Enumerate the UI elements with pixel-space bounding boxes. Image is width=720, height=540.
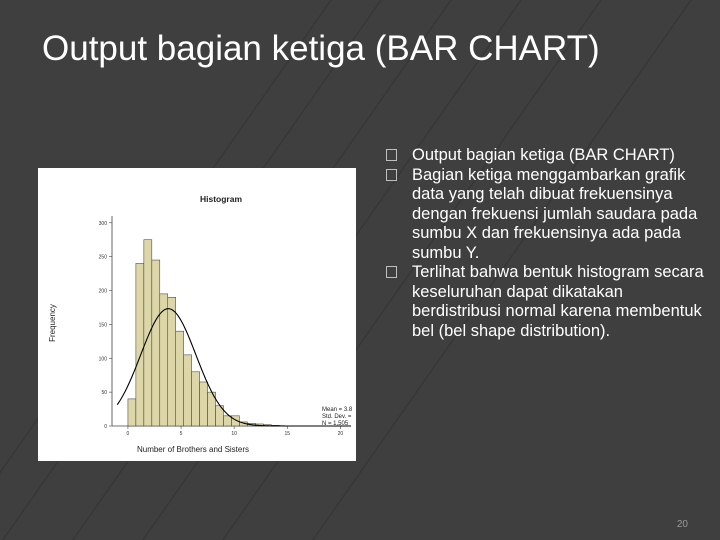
stat-n: N = 1,505 [322, 421, 349, 427]
bullet-item [386, 146, 706, 166]
square-bullet-icon [386, 169, 397, 181]
x-tick-label: 0 [126, 431, 130, 437]
histogram-bar [176, 331, 184, 426]
histogram-bar [160, 294, 168, 426]
stat-std: Std. Dev. = [322, 414, 352, 420]
square-bullet-icon [386, 266, 397, 278]
y-tick-label: 150 [98, 322, 107, 329]
square-bullet-icon [386, 149, 397, 161]
slide-title: Output bagian ketiga (BAR CHART) [42, 29, 600, 68]
y-axis-label: Frequency [48, 304, 57, 342]
histogram-bar [200, 382, 208, 426]
x-tick-label: 5 [179, 431, 183, 437]
histogram-bar [128, 399, 136, 426]
histogram-bar [224, 416, 232, 426]
histogram-bar [192, 372, 200, 426]
bullet-text: Output bagian ketiga (BAR CHART) [412, 146, 675, 164]
y-tick-label: 300 [98, 220, 107, 227]
bullet-list [386, 146, 706, 341]
x-tick-label: 20 [337, 431, 344, 437]
y-tick-label: 250 [98, 254, 107, 261]
bullet-item [386, 263, 706, 341]
bullet-text: Terlihat bahwa bentuk histogram secara keseluruhan dapat dikatakan berdistribusi normal karena membentuk bel (bel shape distribution). [412, 263, 704, 340]
histogram-figure [38, 168, 356, 461]
stat-mean: Mean = 3.8 [322, 407, 353, 413]
y-tick-label: 0 [104, 424, 107, 430]
bullet-item [386, 166, 706, 264]
histogram-bar [136, 263, 144, 426]
x-axis-label: Number of Brothers and Sisters [136, 445, 250, 454]
histogram-bar [184, 355, 192, 426]
y-tick-label: 50 [101, 390, 107, 397]
chart-title: Histogram [199, 194, 243, 204]
histogram-bar [144, 240, 152, 426]
x-tick-label: 10 [231, 431, 237, 437]
histogram-bar [152, 260, 160, 426]
page-number: 20 [676, 519, 688, 530]
histogram-bar [168, 297, 176, 426]
x-tick-label: 15 [284, 431, 291, 437]
bullet-text: Bagian ketiga menggambarkan grafik data yang telah dibuat frekuensinya dengan frekuensi jumlah saudara pada sumbu X dan frekuensinya ada pada sumbu Y. [412, 165, 698, 262]
y-tick-label: 100 [98, 356, 107, 363]
histogram-chart [38, 168, 356, 461]
y-tick-label: 200 [98, 288, 107, 295]
